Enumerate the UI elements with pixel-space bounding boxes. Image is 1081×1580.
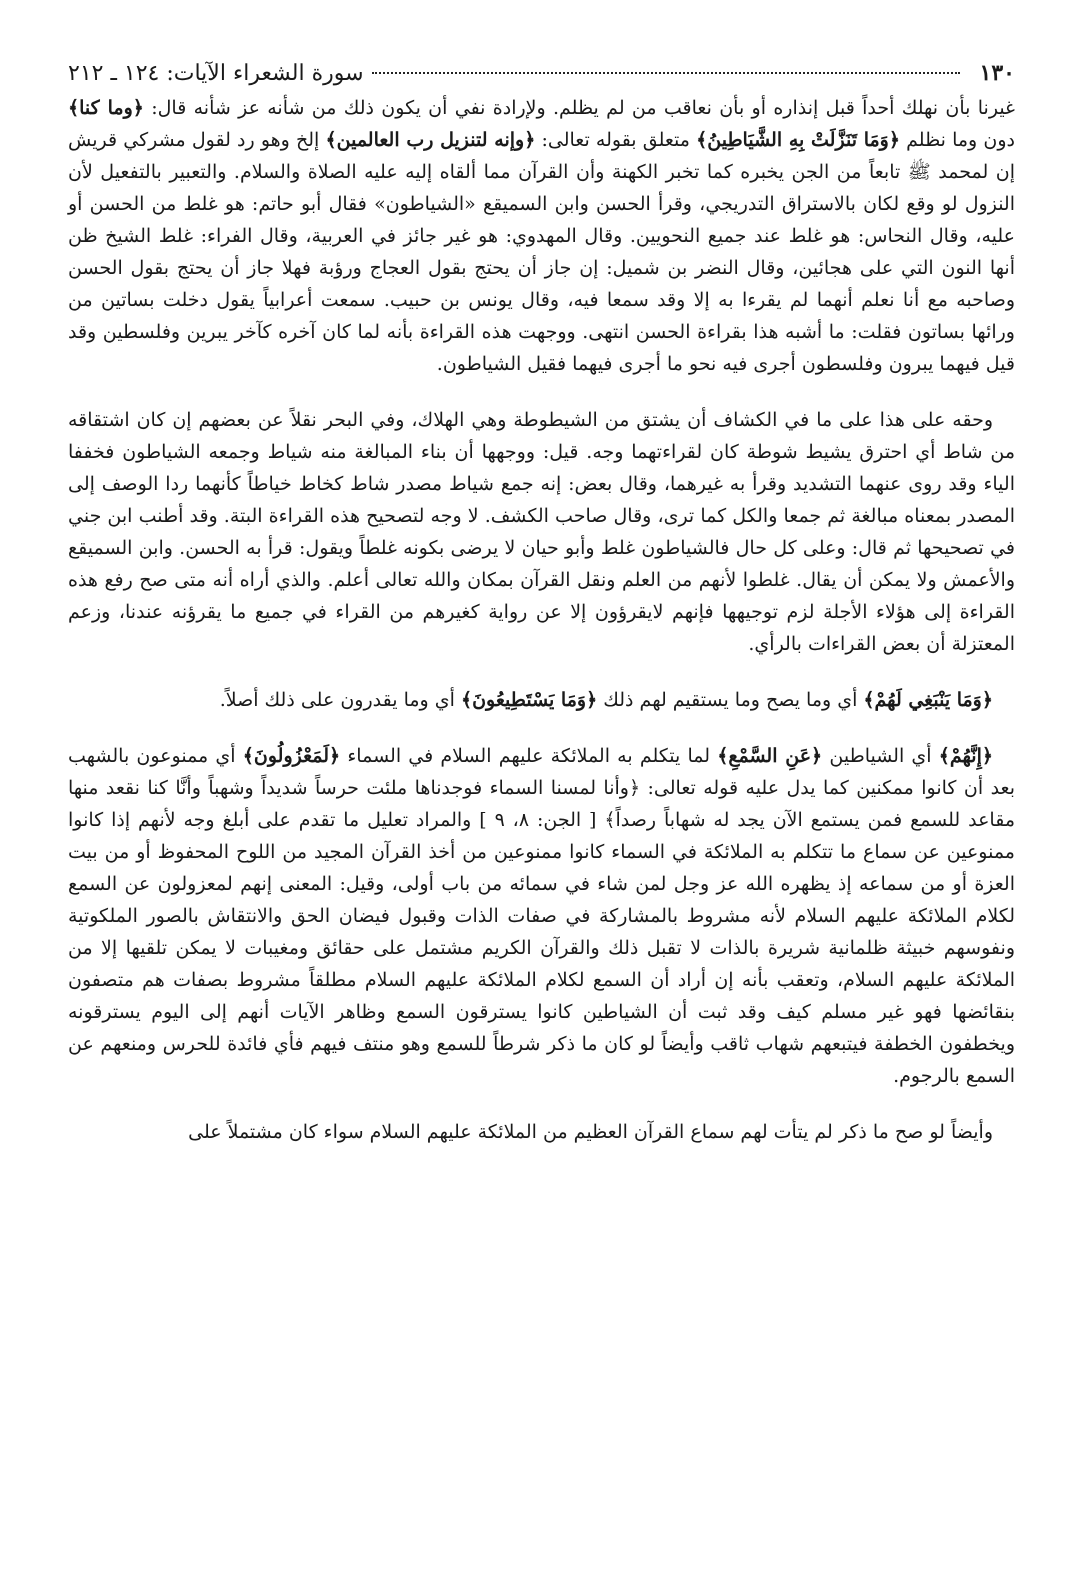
- verse-quote: ﴿وإنه لتنزيل رب العالمين﴾: [325, 129, 536, 151]
- text-segment: متعلق بقوله تعالى:: [535, 129, 697, 151]
- text-segment: غيرنا بأن نهلك أحداً قبل إنذاره أو بأن نعاقب من لم يظلم. ولإرادة نفي أن يكون ذلك من شأنه عز شأنه قال:: [143, 97, 1015, 119]
- page-number: ١٣٠: [979, 60, 1015, 86]
- verse-quote: ﴿وما كنا﴾: [68, 97, 144, 119]
- text-segment: أي الشياطين: [822, 745, 939, 767]
- verse-quote: ﴿وَمَا يَسْتَطِيعُونَ﴾: [460, 689, 598, 711]
- paragraph-5: [68, 1116, 1015, 1148]
- text-segment: دون وما نظلم: [899, 129, 1015, 151]
- paragraph-3: [68, 684, 1015, 716]
- page-header: [68, 58, 1015, 92]
- text-segment: وحقه على هذا على ما في الكشاف أن يشتق من الشيطوطة وهي الهلاك، وفي البحر نقلاً عن بعضهم إن كان اشتقاقه من شاط أي احترق يشيط شوطة كان لقراءتهما وجه. قيل: ووجهها أن بناء المبالغة منه شياط وجمعه الشياطون فخففا الياء وقد روى عنهما التشديد وقرأ به غيرهما، وقال بعض: إنه جمع شياط مصدر شاط كخاط خياطاً كأنهما ردا الوصف إلى المصدر بمعناه مبالغة ثم جمعا والكل كما ترى، وقال صاحب الكشف. لا وجه لتصحيح هذه القراءة البتة. وقد أطنب ابن جني في تصحيحها ثم قال: وعلى كل حال فالشياطون غلط وأبو حيان لا يرضى بكونه غلطاً ويقول: قرأ به الحسن. وابن السميقع والأعمش ولا يمكن أن يقال. غلطوا لأنهم من العلم ونقل القرآن بمكان والله تعالى أعلم. والذي أراه أنه متى صح رفع هذه القراءة إلى هؤلاء الأجلة لزم توجيهها فإنهم لايقرؤون إلا عن رواية كغيرهم من القراء في جميع ما يقرؤنه عندنا، وزعم المعتزلة أن بعض القراءات بالرأي.: [68, 409, 1015, 655]
- paragraph-4: [68, 740, 1015, 1092]
- text-segment: لما يتكلم به الملائكة عليهم السلام في السماء: [340, 745, 718, 767]
- header-dotted-leader: [372, 72, 960, 74]
- text-segment: إلخ وهو رد لقول مشركي قريش إن لمحمد ﷺ تابعاً من الجن يخبره كما تخبر الكهنة وأن القرآن مما ألقاه إليه عليه الصلاة والسلام. والتعبير بالتفعيل لأن النزول لو وقع لكان بالاستراق التدريجي، وقرأ الحسن وابن السميقع «الشياطون» فقال أبو حاتم: هو غلط من الحسن أو عليه، وقال النحاس: هو غلط عند جميع النحويين. وقال المهدوي: هو غير جائز في العربية، وقال الفراء: غلط الشيخ ظن أنها النون التي على هجائين، وقال النضر بن شميل: إن جاز أن يحتج بقول العجاج ورؤبة فهلا جاز أن يحتج بقول الحسن وصاحبه مع أنا نعلم أنهما لم يقرءا به إلا وقد سمعا فيه، وقال يونس بن حبيب. سمعت أعرابياً يقول دخلت بساتين من ورائها بساتون فقلت: ما أشبه هذا بقراءة الحسن انتهى. ووجهت هذه القراءة بأنه لما كان آخره كآخر يبرين وفلسطين وقد قيل فيهما يبرون وفلسطون أجرى فيه نحو ما أجرى فيهما فقيل الشياطون.: [68, 129, 1015, 375]
- verse-quote: ﴿إِنَّهُمْ﴾: [938, 745, 994, 767]
- verse-quote: ﴿عَنِ السَّمْعِ﴾: [717, 745, 823, 767]
- book-page: [68, 58, 1015, 1148]
- text-segment: أي ممنوعون بالشهب بعد أن كانوا ممكنين كما يدل عليه قوله تعالى: ﴿وأنا لمسنا السماء فوجدناها ملئت حرساً شديداً وشهباً وأنَّا كنا نقعد منها مقاعد للسمع فمن يستمع الآن يجد له شهاباً رصداً﴾ [ الجن: ٨، ٩ ] والمراد تعليل ما تقدم على أبلغ وجه لأنهم إذا كانوا ممنوعين عن سماع ما تتكلم به الملائكة في السماء كانوا ممنوعين من أخذ القرآن المجيد من اللوح المحفوظ أو من بيت العزة أو من سماعه إذ يظهره الله عز وجل لمن شاء في سمائه من باب أولى، وقيل: المعنى إنهم لمعزولون عن السمع لكلام الملائكة عليهم السلام لأنه مشروط بالمشاركة في صفات الذات وقبول فيضان الحق والانتقاش بالصور الملكوتية ونفوسهم خبيثة ظلمانية شريرة بالذات لا تقبل ذلك والقرآن الكريم مشتمل على حقائق ومغيبات لا يمكن تلقيها إلا من الملائكة عليهم السلام، وتعقب بأنه إن أراد أن السمع لكلام الملائكة عليهم السلام مطلقاً مشروط بصفات هم متصفون بنقائضها فهو غير مسلم كيف وقد ثبت أن الشياطين كانوا يسترقون السمع وظاهر الآيات أنهم إلى اليوم يسترقونه ويخطفون الخطفة فيتبعهم شهاب ثاقب وأيضاً لو كان ما ذكر شرطاً للسمع وهو منتف فيهم فأي فائدة للحرس ومنعهم عن السمع بالرجوم.: [68, 745, 1016, 1087]
- running-title: سورة الشعراء الآيات: ١٢٤ ـ ٢١٢: [68, 61, 364, 86]
- paragraph-gap: [68, 380, 1015, 404]
- text-segment: وأيضاً لو صح ما ذكر لم يتأت لهم سماع القرآن العظيم من الملائكة عليهم السلام سواء كان مشتملاً على: [188, 1121, 993, 1143]
- verse-quote: ﴿وَمَا تَنَزَّلَتْ بِهِ الشَّيَاطِينُ﴾: [696, 129, 900, 151]
- paragraph-gap: [68, 716, 1015, 740]
- paragraph-gap: [68, 660, 1015, 684]
- paragraph-gap: [68, 1092, 1015, 1116]
- verse-quote: ﴿لَمَعْزُولُونَ﴾: [242, 745, 341, 767]
- paragraph-2: [68, 404, 1015, 660]
- text-segment: أي وما يصح وما يستقيم لهم ذلك: [597, 689, 864, 711]
- text-segment: أي وما يقدرون على ذلك أصلاً.: [219, 689, 461, 711]
- paragraph-1: [68, 92, 1015, 380]
- verse-quote: ﴿وَمَا يَنْبَغِي لَهُمْ﴾: [863, 689, 993, 711]
